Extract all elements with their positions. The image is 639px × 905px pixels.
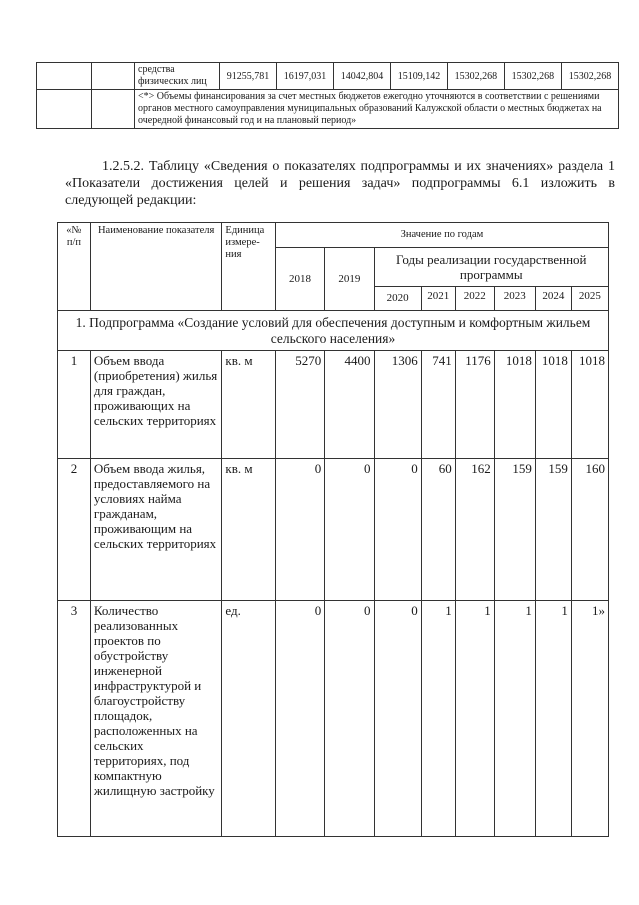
row-number: 3	[58, 601, 91, 837]
funding-value: 14042,804	[333, 63, 390, 90]
table-row	[58, 459, 609, 601]
header-year: 2023	[494, 287, 535, 311]
funding-value: 15302,268	[447, 63, 504, 90]
funding-source-label: средства физических лиц	[135, 63, 220, 90]
funding-footnote: <*> Объемы финансирования за счет местных бюджетов ежегодно уточняются в соответствии с решениями органов местного самоуправления муниципальных образований Калужской области о местных бюджетах на очередной финансовый год и на плановый период»	[135, 90, 619, 129]
row-number: 1	[58, 351, 91, 459]
funding-value: 15302,268	[561, 63, 618, 90]
blank-cell	[92, 63, 135, 90]
indicator-value: 1	[421, 601, 455, 837]
blank-cell	[37, 90, 92, 129]
indicator-value: 60	[421, 459, 455, 601]
header-unit: Единица измере-ния	[222, 223, 275, 311]
header-year: 2020	[374, 287, 421, 311]
indicator-value: 1018	[571, 351, 608, 459]
header-year: 2024	[535, 287, 571, 311]
header-year: 2019	[325, 248, 374, 311]
header-values-by-year: Значение по годам	[275, 223, 608, 248]
amendment-paragraph: 1.2.5.2. Таблицу «Сведения о показателях подпрограммы и их значениях» раздела 1 «Показатели достижения целей и решения задач» подпрограммы 6.1 изложить в следующей редакции:	[65, 159, 615, 208]
indicator-value: 160	[571, 459, 608, 601]
indicator-value: 1176	[455, 351, 494, 459]
indicator-unit: кв. м	[222, 351, 275, 459]
indicators-table	[57, 222, 609, 837]
header-indicator-name: Наименование показателя	[90, 223, 222, 311]
indicator-unit: ед.	[222, 601, 275, 837]
header-row-1	[58, 223, 609, 248]
table-row	[58, 351, 609, 459]
section-row	[58, 311, 609, 351]
indicator-value: 1306	[374, 351, 421, 459]
indicator-value: 1	[455, 601, 494, 837]
indicator-value: 1	[494, 601, 535, 837]
indicator-value: 159	[535, 459, 571, 601]
indicator-unit: кв. м	[222, 459, 275, 601]
header-year: 2022	[455, 287, 494, 311]
funding-note-row	[37, 90, 619, 129]
funding-value: 91255,781	[220, 63, 277, 90]
indicator-value: 159	[494, 459, 535, 601]
section-title: 1. Подпрограмма «Создание условий для обеспечения доступным и комфортным жильем сельского населения»	[58, 311, 609, 351]
indicator-value: 0	[374, 459, 421, 601]
indicator-name: Объем ввода (приобретения) жилья для граждан, проживающих на сельских территориях	[90, 351, 222, 459]
indicator-name: Объем ввода жилья, предоставляемого на условиях найма гражданам, проживающим на сельских территориях	[90, 459, 222, 601]
indicator-value: 1018	[494, 351, 535, 459]
indicator-value: 5270	[275, 351, 324, 459]
funding-value: 15109,142	[390, 63, 447, 90]
row-number: 2	[58, 459, 91, 601]
header-program-years: Годы реализации государственной программы	[374, 248, 608, 287]
indicator-value: 162	[455, 459, 494, 601]
indicator-value: 0	[325, 459, 374, 601]
header-year: 2025	[571, 287, 608, 311]
indicator-value: 0	[275, 459, 324, 601]
funding-table-continuation	[36, 62, 619, 129]
funding-value: 16197,031	[276, 63, 333, 90]
indicator-name: Количество реализованных проектов по обустройству инженерной инфраструктурой и благоустройству площадок, расположенных на сельских территориях, под компактную жилищную застройку	[90, 601, 222, 837]
header-year: 2018	[275, 248, 324, 311]
table-row	[58, 601, 609, 837]
indicator-value: 1018	[535, 351, 571, 459]
indicator-value: 741	[421, 351, 455, 459]
indicator-value: 4400	[325, 351, 374, 459]
indicator-value: 1	[535, 601, 571, 837]
header-year: 2021	[421, 287, 455, 311]
header-num: «№ п/п	[58, 223, 91, 311]
indicator-value: 0	[374, 601, 421, 837]
indicator-value: 0	[325, 601, 374, 837]
indicator-value: 0	[275, 601, 324, 837]
blank-cell	[92, 90, 135, 129]
blank-cell	[37, 63, 92, 90]
indicator-value: 1»	[571, 601, 608, 837]
funding-value: 15302,268	[504, 63, 561, 90]
funding-row-individuals	[37, 63, 619, 90]
